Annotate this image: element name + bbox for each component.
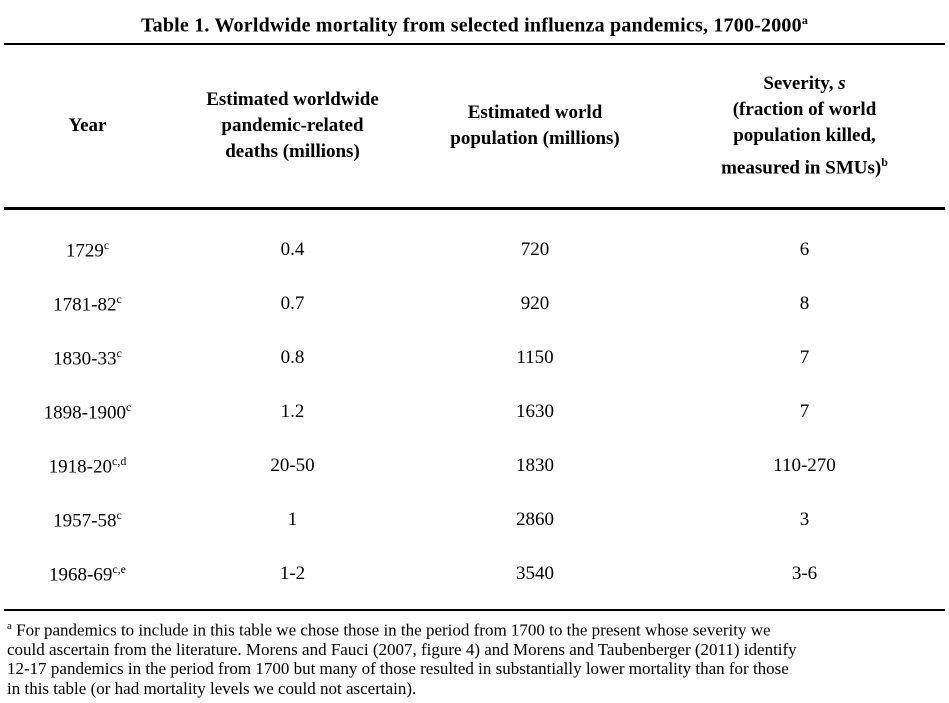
- deaths-cell: 20-50: [270, 455, 315, 476]
- population-cell: 920: [520, 293, 550, 314]
- population-cell: 1830: [516, 455, 554, 476]
- table-header-row: [0, 45, 949, 207]
- header-line: pandemic-related: [221, 115, 364, 136]
- header-line: (fraction of world: [732, 98, 877, 120]
- table-row: [0, 385, 949, 439]
- severity-cell: 7: [799, 347, 810, 368]
- year-cell: 1781-82$^c$: [53, 291, 122, 316]
- header-line: population killed,: [733, 124, 876, 146]
- table-row: [0, 493, 949, 547]
- year-superscript: c: [116, 507, 122, 522]
- severity-cell: 6: [799, 239, 810, 260]
- severity-symbol: s: [838, 72, 846, 94]
- footnote-line: 12-17 pandemics in the period from 1700 but many of those resulted in substantially lower mortality than for those: [7, 659, 789, 679]
- year-superscript: c: [126, 399, 132, 414]
- deaths-cell: 1: [287, 509, 298, 530]
- severity-cell: 3: [799, 509, 810, 530]
- year-cell: 1957-58$^c$: [53, 507, 122, 532]
- header-line: deaths (millions): [225, 141, 360, 162]
- severity-cell: 7: [799, 401, 810, 422]
- col-header-year: [0, 113, 175, 139]
- year-cell: 1830-33$^c$: [53, 345, 122, 370]
- header-line: Estimated worldwide: [206, 89, 379, 110]
- table-row: [0, 331, 949, 385]
- table-footnote: [0, 611, 949, 699]
- header-line: Severity, s: [763, 72, 846, 94]
- table-row: [0, 223, 949, 277]
- population-cell: 3540: [516, 563, 554, 584]
- population-cell: 1630: [516, 401, 554, 422]
- deaths-cell: 1-2: [279, 563, 306, 584]
- header-line: Year: [68, 115, 107, 136]
- col-header-population: [410, 100, 660, 152]
- year-superscript: c: [103, 237, 110, 252]
- population-cell: 720: [520, 239, 550, 260]
- footnote-line: could ascertain from the literature. Morens and Fauci (2007, figure 4) and Morens and Taubenberger (2011) identify: [7, 639, 797, 659]
- footnote-marker: a: [7, 619, 12, 632]
- footnote-line: in this table (or had mortality levels we could not ascertain).: [7, 678, 417, 698]
- year-cell: 1898-1900$^c$: [43, 399, 132, 424]
- deaths-cell: 0.8: [280, 347, 305, 368]
- year-cell: 1729$^c$: [65, 237, 110, 262]
- table-title-text: Table 1. Worldwide mortality from selected influenza pandemics, 1700-2000: [140, 14, 802, 37]
- header-line: population (millions): [450, 128, 620, 149]
- table-row: [0, 439, 949, 493]
- col-header-deaths: [175, 87, 410, 165]
- population-cell: 2860: [516, 509, 554, 530]
- severity-cell: 8: [799, 293, 810, 314]
- header-line: measured in SMUs)$^b$: [721, 154, 888, 179]
- deaths-cell: 0.7: [280, 293, 305, 314]
- year-superscript: c: [116, 345, 122, 360]
- table-body: [0, 210, 949, 609]
- title-footnote-marker: a: [801, 13, 809, 27]
- deaths-cell: 1.2: [280, 401, 305, 422]
- header-line: Estimated world: [467, 102, 603, 123]
- year-cell: 1968-69$^{c,e}$: [49, 561, 126, 586]
- year-cell: 1918-20$^{c,d}$: [48, 453, 127, 478]
- col-header-severity: [660, 71, 949, 181]
- table-row: [0, 547, 949, 601]
- severity-cell: 3-6: [791, 563, 818, 584]
- year-superscript: c,e: [112, 561, 126, 576]
- severity-cell: 110-270: [773, 455, 836, 476]
- deaths-cell: 0.4: [280, 239, 305, 260]
- severity-footnote-marker: b: [881, 154, 888, 169]
- table-title: [0, 0, 949, 43]
- population-cell: 1150: [516, 347, 554, 368]
- footnote-line: $^a$ For pandemics to include in this table we chose those in the period from 1700 to the present whose severity we: [7, 619, 771, 640]
- year-superscript: c: [116, 291, 122, 306]
- table-row: [0, 277, 949, 331]
- year-superscript: c,d: [112, 453, 127, 468]
